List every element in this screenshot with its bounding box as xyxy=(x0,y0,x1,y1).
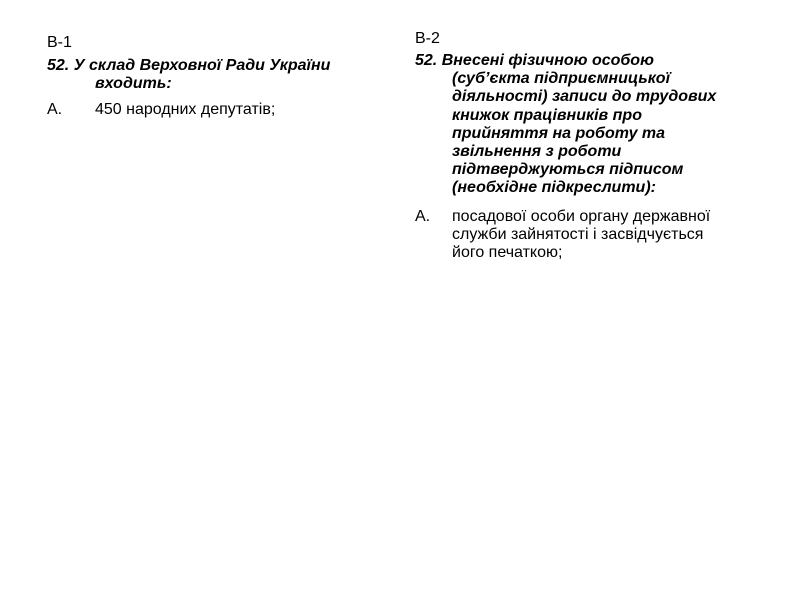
question-line: діяльності) записи до трудових xyxy=(452,88,717,106)
variant-1-question xyxy=(47,57,367,93)
question-line: прийняття на роботу та xyxy=(452,124,666,142)
answer-letter: А. xyxy=(47,101,63,118)
question-line: 52. Внесені фізичною особою xyxy=(415,52,654,69)
variant-1-answer-a xyxy=(47,101,367,119)
answer-line: посадової особи органу державної xyxy=(452,208,711,225)
question-line: (необхідне підкреслити): xyxy=(452,179,656,197)
variant-2-question xyxy=(415,52,716,198)
answer-line: його печаткою; xyxy=(452,244,563,262)
question-line: підтверджуються підписом xyxy=(452,161,684,179)
variant-1-label: В-1 xyxy=(47,34,72,51)
question-line: звільнення з роботи xyxy=(452,143,622,161)
variant-2-answer-a xyxy=(415,208,710,263)
question-line: входить: xyxy=(95,75,172,93)
answer-letter: А. xyxy=(415,208,431,225)
answer-line: служби зайнятості і засвідчується xyxy=(452,226,704,244)
question-line: 52. У склад Верховної Ради України xyxy=(47,57,331,74)
question-line: (суб’єкта підприємницької xyxy=(452,70,671,88)
question-line: книжок працівників про xyxy=(452,106,642,124)
answer-line: 450 народних депутатів; xyxy=(95,101,276,118)
variant-2-label: В-2 xyxy=(415,30,440,47)
